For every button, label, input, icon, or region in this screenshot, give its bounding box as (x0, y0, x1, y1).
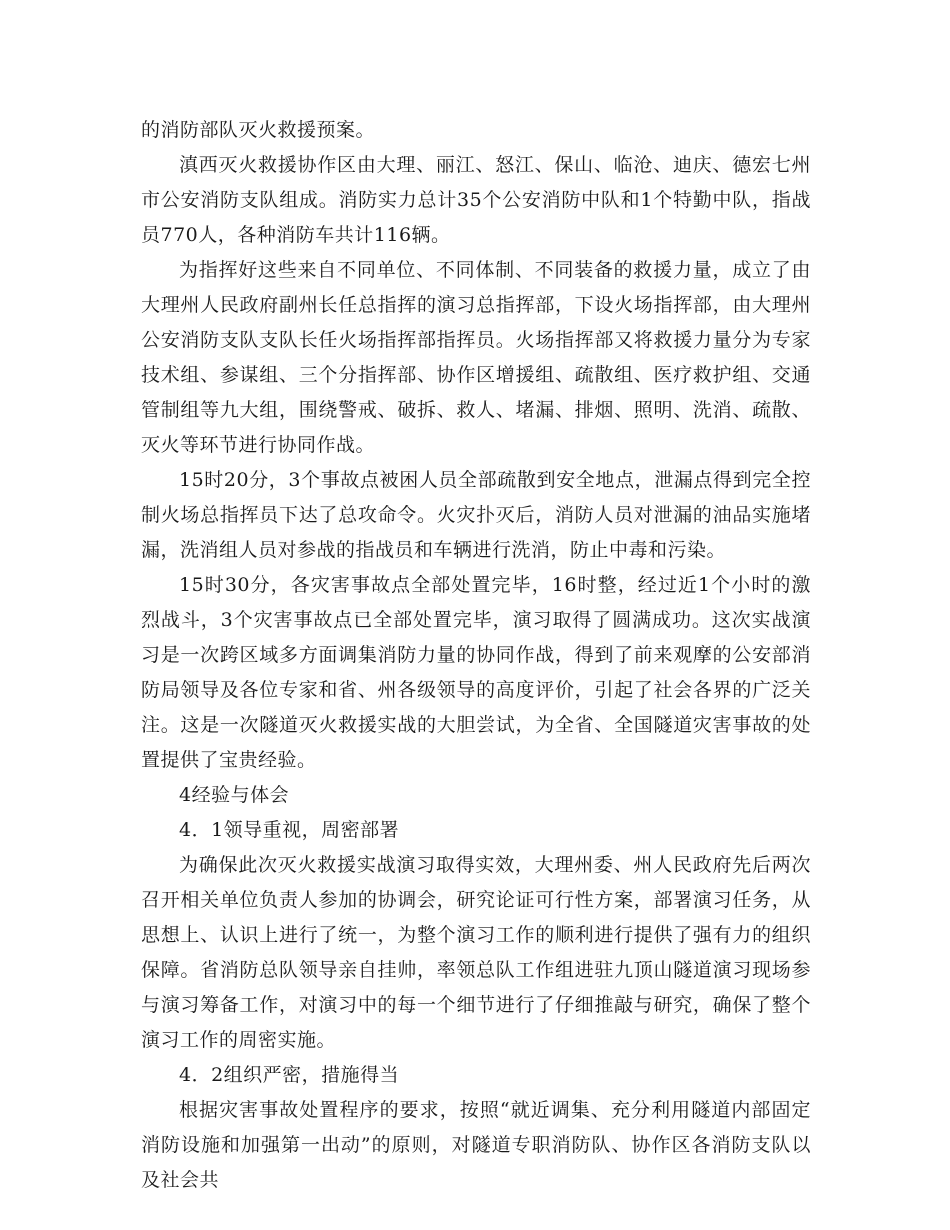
subsection-heading-4-2: 4．2组织严密，措施得当 (179, 1064, 400, 1086)
paragraph-leadership: 为确保此次灭火救援实战演习取得实效，大理州委、州人民政府先后两次召开相关单位负责人参加的协调会，研究论证可行性方案，部署演习任务，从思想上、认识上进行了统一，为整个演习工作的顺利进行提供了强有力的组织保障。省消防总队领导亲自挂帅，率领总队工作组进驻九顶山隧道演习现场参与演习筹备工作，对演习中的每一个细节进行了仔细推敲与研究，确保了整个演习工作的周密实施。 (141, 854, 811, 1051)
document-body (141, 113, 811, 1198)
paragraph-1520-assault: 15时20分，3个事故点被困人员全部疏散到安全地点，泄漏点得到完全控制火场总指挥员下达了总攻命令。火灾扑灭后，消防人员对泄漏的油品实施堵漏，洗消组人员对参战的指战员和车辆进行洗消，防止中毒和污染。 (141, 469, 811, 561)
paragraph-1530-completion: 15时30分，各灾害事故点全部处置完毕，16时整，经过近1个小时的激烈战斗，3个灾害事故点已全部处置完毕，演习取得了圆满成功。这次实战演习是一次跨区域多方面调集消防力量的协同作战，得到了前来观摩的公安部消防局领导及各位专家和省、州各级领导的高度评价，引起了社会各界的广泛关注。这是一次隧道灭火救援实战的大胆尝试，为全省、全国隧道灾害事故的处置提供了宝贵经验。 (141, 574, 811, 771)
paragraph-continuation: 的消防部队灭火救援预案。 (141, 119, 376, 141)
paragraph-collaboration-zone: 滇西灭火救援协作区由大理、丽江、怒江、保山、临沧、迪庆、德宏七州市公安消防支队组成。消防实力总计35个公安消防中队和1个特勤中队，指战员770人，各种消防车共计116辆。 (141, 154, 811, 246)
paragraph-organization: 根据灾害事故处置程序的要求，按照“就近调集、充分利用隧道内部固定消防设施和加强第一出动”的原则，对隧道专职消防队、协作区各消防支队以及社会共 (141, 1099, 811, 1191)
subsection-heading-4-1: 4．1领导重视，周密部署 (179, 819, 400, 841)
paragraph-command-structure: 为指挥好这些来自不同单位、不同体制、不同装备的救援力量，成立了由大理州人民政府副州长任总指挥的演习总指挥部，下设火场指挥部，由大理州公安消防支队支队长任火场指挥部指挥员。火场指挥部又将救援力量分为专家技术组、参谋组、三个分指挥部、协作区增援组、疏散组、医疗救护组、交通管制组等九大组，围绕警戒、破拆、救人、堵漏、排烟、照明、洗消、疏散、灭火等环节进行协同作战。 (141, 259, 811, 456)
section-heading-experience: 4经验与体会 (179, 784, 290, 806)
